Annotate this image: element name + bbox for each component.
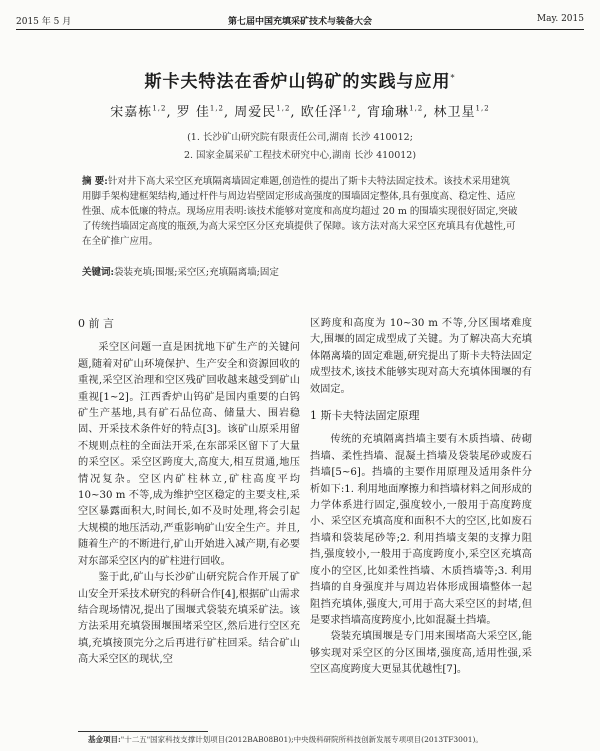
footnote-label: 基金项目: <box>88 735 121 744</box>
author: 林卫星$^{1,2}$ <box>433 104 490 120</box>
section-heading-principle: 1 斯卡夫特法固定原理 <box>310 409 420 423</box>
author: 宋嘉栋$^{1,2}$ <box>110 104 167 120</box>
author: 罗 佳$^{1,2}$ <box>176 104 224 120</box>
header-date-en: May. 2015 <box>536 14 584 24</box>
running-header <box>16 14 584 28</box>
title-footnote-mark: * <box>450 73 456 83</box>
affiliation-1: (1. 长沙矿山研究院有限责任公司,湖南 长沙 410012; <box>187 132 413 143</box>
author: 欧任泽$^{1,2}$ <box>300 104 357 120</box>
section-heading-intro: 0 前 言 <box>78 317 114 330</box>
abstract <box>82 174 519 249</box>
author-list: 宋嘉栋$^{1,2}$, 罗 佳$^{1,2}$, 周爱民$^{1,2}$, 欧任泽$^{1,2}$, 宵瑜琳$^{1,2}$, 林卫星$^{1,2}$ <box>110 104 490 120</box>
left-column <box>78 316 300 669</box>
paper-title <box>0 67 600 92</box>
funding-footnote <box>88 734 584 745</box>
header-date: 2015 年 5 月 <box>16 17 72 27</box>
keywords-label: 关键词: <box>82 267 115 278</box>
affiliation-2: 2. 国家金属采矿工程技术研究中心,湖南 长沙 410012) <box>183 150 417 161</box>
right-column <box>310 316 532 679</box>
footnote-text: "十二五"国家科技支撑计划项目(2012BAB08B01);中央级科研院所科技创新发展专项项目(2013TF3001)。 <box>120 735 483 744</box>
body-paragraph: 袋装充填围堰是专门用来围堵高大采空区,能够实现对采空区的分区围堵,强度高,适用性强,采空区高度跨度大更显其优越性[7]。 <box>310 631 532 676</box>
author: 宵瑜琳$^{1,2}$ <box>367 104 424 120</box>
header-conference: 第七届中国充填采矿技术与装备大会 <box>227 17 372 27</box>
footnote-rule <box>78 731 208 732</box>
body-paragraph: 传统的充填隔离挡墙主要有木质挡墙、砖砌挡墙、柔性挡墙、混凝土挡墙及袋装尾砂或废石挡墙[5~6]。挡墙的主要作用原理及适用条件分析如下:1. 利用地面摩擦力和挡墙材料之间形成的力学体系进行固定,强度较小,一般用于高度跨度小、采空区充填高度和面积不大的空区,比如废石挡墙和袋装尾砂等;2. 利用挡墙支架的支撑力阻挡,强度较小,一般用于高度跨度小,采空区充填高度小的空区,比如柔性挡墙、木质挡墙等;3. 利用挡墙的自身强度并与周边岩体形成围墙整体一起阻挡充填体,强度大,可用于高大采空区的封堵,但是要求挡墙高度跨度小,比如混凝土挡墙。 <box>310 434 532 626</box>
paper-title-text: 斯卡夫特法在香炉山钨矿的实践与应用 <box>144 72 451 92</box>
body-paragraph: 采空区问题一直是困扰地下矿生产的关键问题,随着对矿山环境保护、生产安全和资源回收的重视,采空区治理和空区残矿回收越来越受到矿山重视[1~2]。江西香炉山钨矿是国内重要的白钨矿生产基地,具有矿石品位高、储量大、围岩稳固、开采技术条件好的特点[3]。该矿山原采用留不规则点柱的全面法开采,在东部采区留下了大量的采空区。采空区跨度大,高度大,相互贯通,地压情况复杂。空区内矿柱林立,矿柱高度平均 10~30 m 不等,成为维护空区稳定的主要支柱,采空区暴露面积大,时间长,如不及时处理,将会引起大规模的地压活动,严重影响矿山安全生产。并且,随着生产的不断进行,矿山开始进入减产期,有必要对东部采空区内的矿柱进行回收。 <box>78 342 300 567</box>
author: 周爱民$^{1,2}$ <box>234 104 291 120</box>
keywords <box>82 264 519 278</box>
body-paragraph-continued: 区跨度和高度为 10~30 m 不等,分区围堵难度大,围堰的固定成型成了关键。为了解决高大充填体隔离墙的固定难题,研究提出了斯卡夫特法固定成型技术,该技术能够实现对高大充填体围堰的有效固定。 <box>310 318 532 395</box>
header-rule <box>16 29 584 30</box>
abstract-text: 针对井下高大采空区充填隔离墙固定难题,创造性的提出了斯卡夫特法固定技术。该技术采用建筑用脚手架构建框架结构,通过杆件与周边岩壁固定形成高强度的围墙固定整体,具有强度高、稳定性、适应性强、成本低廉的特点。现场应用表明:该技术能够对宽度和高度均超过 20 m 的围墙实现很好固定,突破了传统挡墙固定高度的瓶颈,为高大采空区分区充填提供了保障。该方法对高大采空区充填具有优越性,可在全矿推广应用。 <box>82 176 518 247</box>
abstract-label: 摘 要: <box>82 176 108 187</box>
keywords-text: 袋装充填;围堰;采空区;充填隔离墙;固定 <box>114 267 279 278</box>
body-paragraph: 鉴于此,矿山与长沙矿山研究院合作开展了矿山安全开采技术研究的科研合作[4],根据矿山需求结合现场情况,提出了围堰式袋装充填采矿法。该方法采用充填袋围堰围堵采空区,然后进行空区充填,充填接顶完分之后再进行矿柱回采。结合矿山高大采空区的现状,空 <box>78 572 300 666</box>
